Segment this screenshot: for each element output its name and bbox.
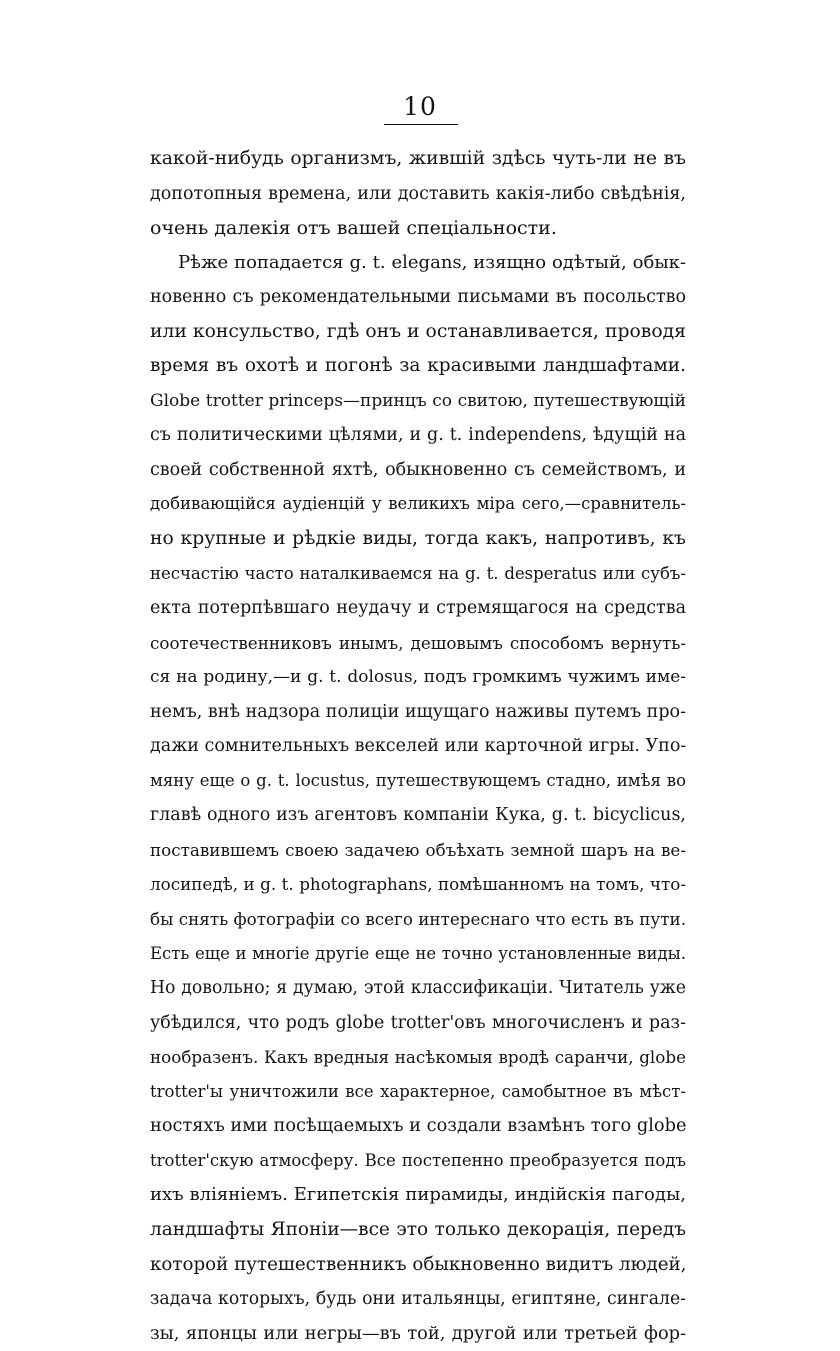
- text-line: или консульство, гдѣ онъ и останавливается, проводя: [150, 320, 686, 342]
- body-text: [150, 142, 686, 1351]
- text-line: несчастію часто наталкиваемся на g. t. desperatus или субъ-: [150, 563, 686, 583]
- text-line: немъ, внѣ надзора полиціи ищущаго наживы путемъ про-: [150, 701, 686, 722]
- text-line: бы снять фотографіи со всего интереснаго что есть въ пути.: [150, 909, 687, 930]
- text-line: съ политическими цѣлями, и g. t. independens, ѣдущій на: [150, 425, 686, 446]
- text-line: время въ охотѣ и погонѣ за красивыми ландшафтами.: [150, 355, 686, 377]
- text-line: соотечественниковъ инымъ, дешовымъ способомъ вернуть-: [150, 632, 686, 653]
- text-line: Рѣже попадается g. t. elegans, изящно одѣтый, обык-: [178, 251, 686, 273]
- text-line: добивающійся аудіенцій у великихъ міра сего,—сравнитель-: [150, 494, 686, 514]
- text-line: мяну еще о g. t. locustus, путешествующемъ стадно, имѣя во: [150, 770, 686, 790]
- text-line: ландшафты Японіи—все это только декорація, передъ: [150, 1218, 686, 1240]
- text-line: убѣдился, что родъ globe trotter'овъ многочисленъ и раз-: [150, 1012, 686, 1033]
- text-line: но крупные и рѣдкіе виды, тогда какъ, напротивъ, къ: [150, 528, 686, 550]
- text-line: дажи сомнительныхъ векселей или карточной игры. Упо-: [150, 736, 687, 757]
- text-line: какой-нибудь организмъ, жившій здѣсь чуть-ли не въ: [150, 148, 686, 169]
- text-line: которой путешественникъ обыкновенно видитъ людей,: [150, 1253, 687, 1275]
- text-line: допотопныя времена, или доставить какія-либо свѣдѣнія,: [150, 183, 686, 204]
- text-line: задача которыхъ, будь они итальянцы, египтяне, сингале-: [150, 1289, 686, 1310]
- text-line: Но довольно; я думаю, этой классификаціи. Читатель уже: [150, 978, 686, 999]
- text-line: зы, японцы или негры—въ той, другой или третьей фор-: [150, 1323, 686, 1344]
- text-line: очень далекія отъ вашей спеціальности.: [150, 217, 557, 240]
- text-line: екта потерпѣвшаго неудачу и стремящагося на средства: [150, 598, 686, 619]
- text-line: Globe trotter princeps—принцъ со свитою, путешествующій: [150, 390, 686, 411]
- text-line: нообразенъ. Какъ вредныя насѣкомыя вродѣ саранчи, globe: [150, 1047, 686, 1068]
- text-line: trotter'ы уничтожили все характерное, самобытное въ мѣст-: [150, 1081, 686, 1101]
- page-number: 10: [403, 92, 437, 121]
- text-line: Есть еще и многіе другіе еще не точно установленные виды.: [150, 943, 686, 963]
- text-line: ихъ вліяніемъ. Египетскія пирамиды, индійскія пагоды,: [150, 1184, 686, 1206]
- text-line: ностяхъ ими посѣщаемыхъ и создали взамѣнъ того globe: [150, 1116, 687, 1137]
- text-line: своей собственной яхтѣ, обыкновенно съ семействомъ, и: [150, 459, 686, 480]
- text-line: лосипедѣ, и g. t. photographans, помѣшанномъ на томъ, что-: [150, 874, 686, 895]
- page-number-rule: [384, 124, 458, 125]
- text-line: главѣ одного изъ агентовъ компаніи Кука, g. t. bicyclicus,: [150, 805, 686, 826]
- text-line: поставившемъ своею задачею объѣхать земной шаръ на ве-: [150, 839, 686, 860]
- text-line: trotter'скую атмосферу. Все постепенно преобразуется подъ: [150, 1150, 686, 1170]
- text-line: новенно съ рекомендательными письмами въ посольство: [150, 287, 686, 308]
- text-line: ся на родину,—и g. t. dolosus, подъ громкимъ чужимъ име-: [150, 667, 686, 688]
